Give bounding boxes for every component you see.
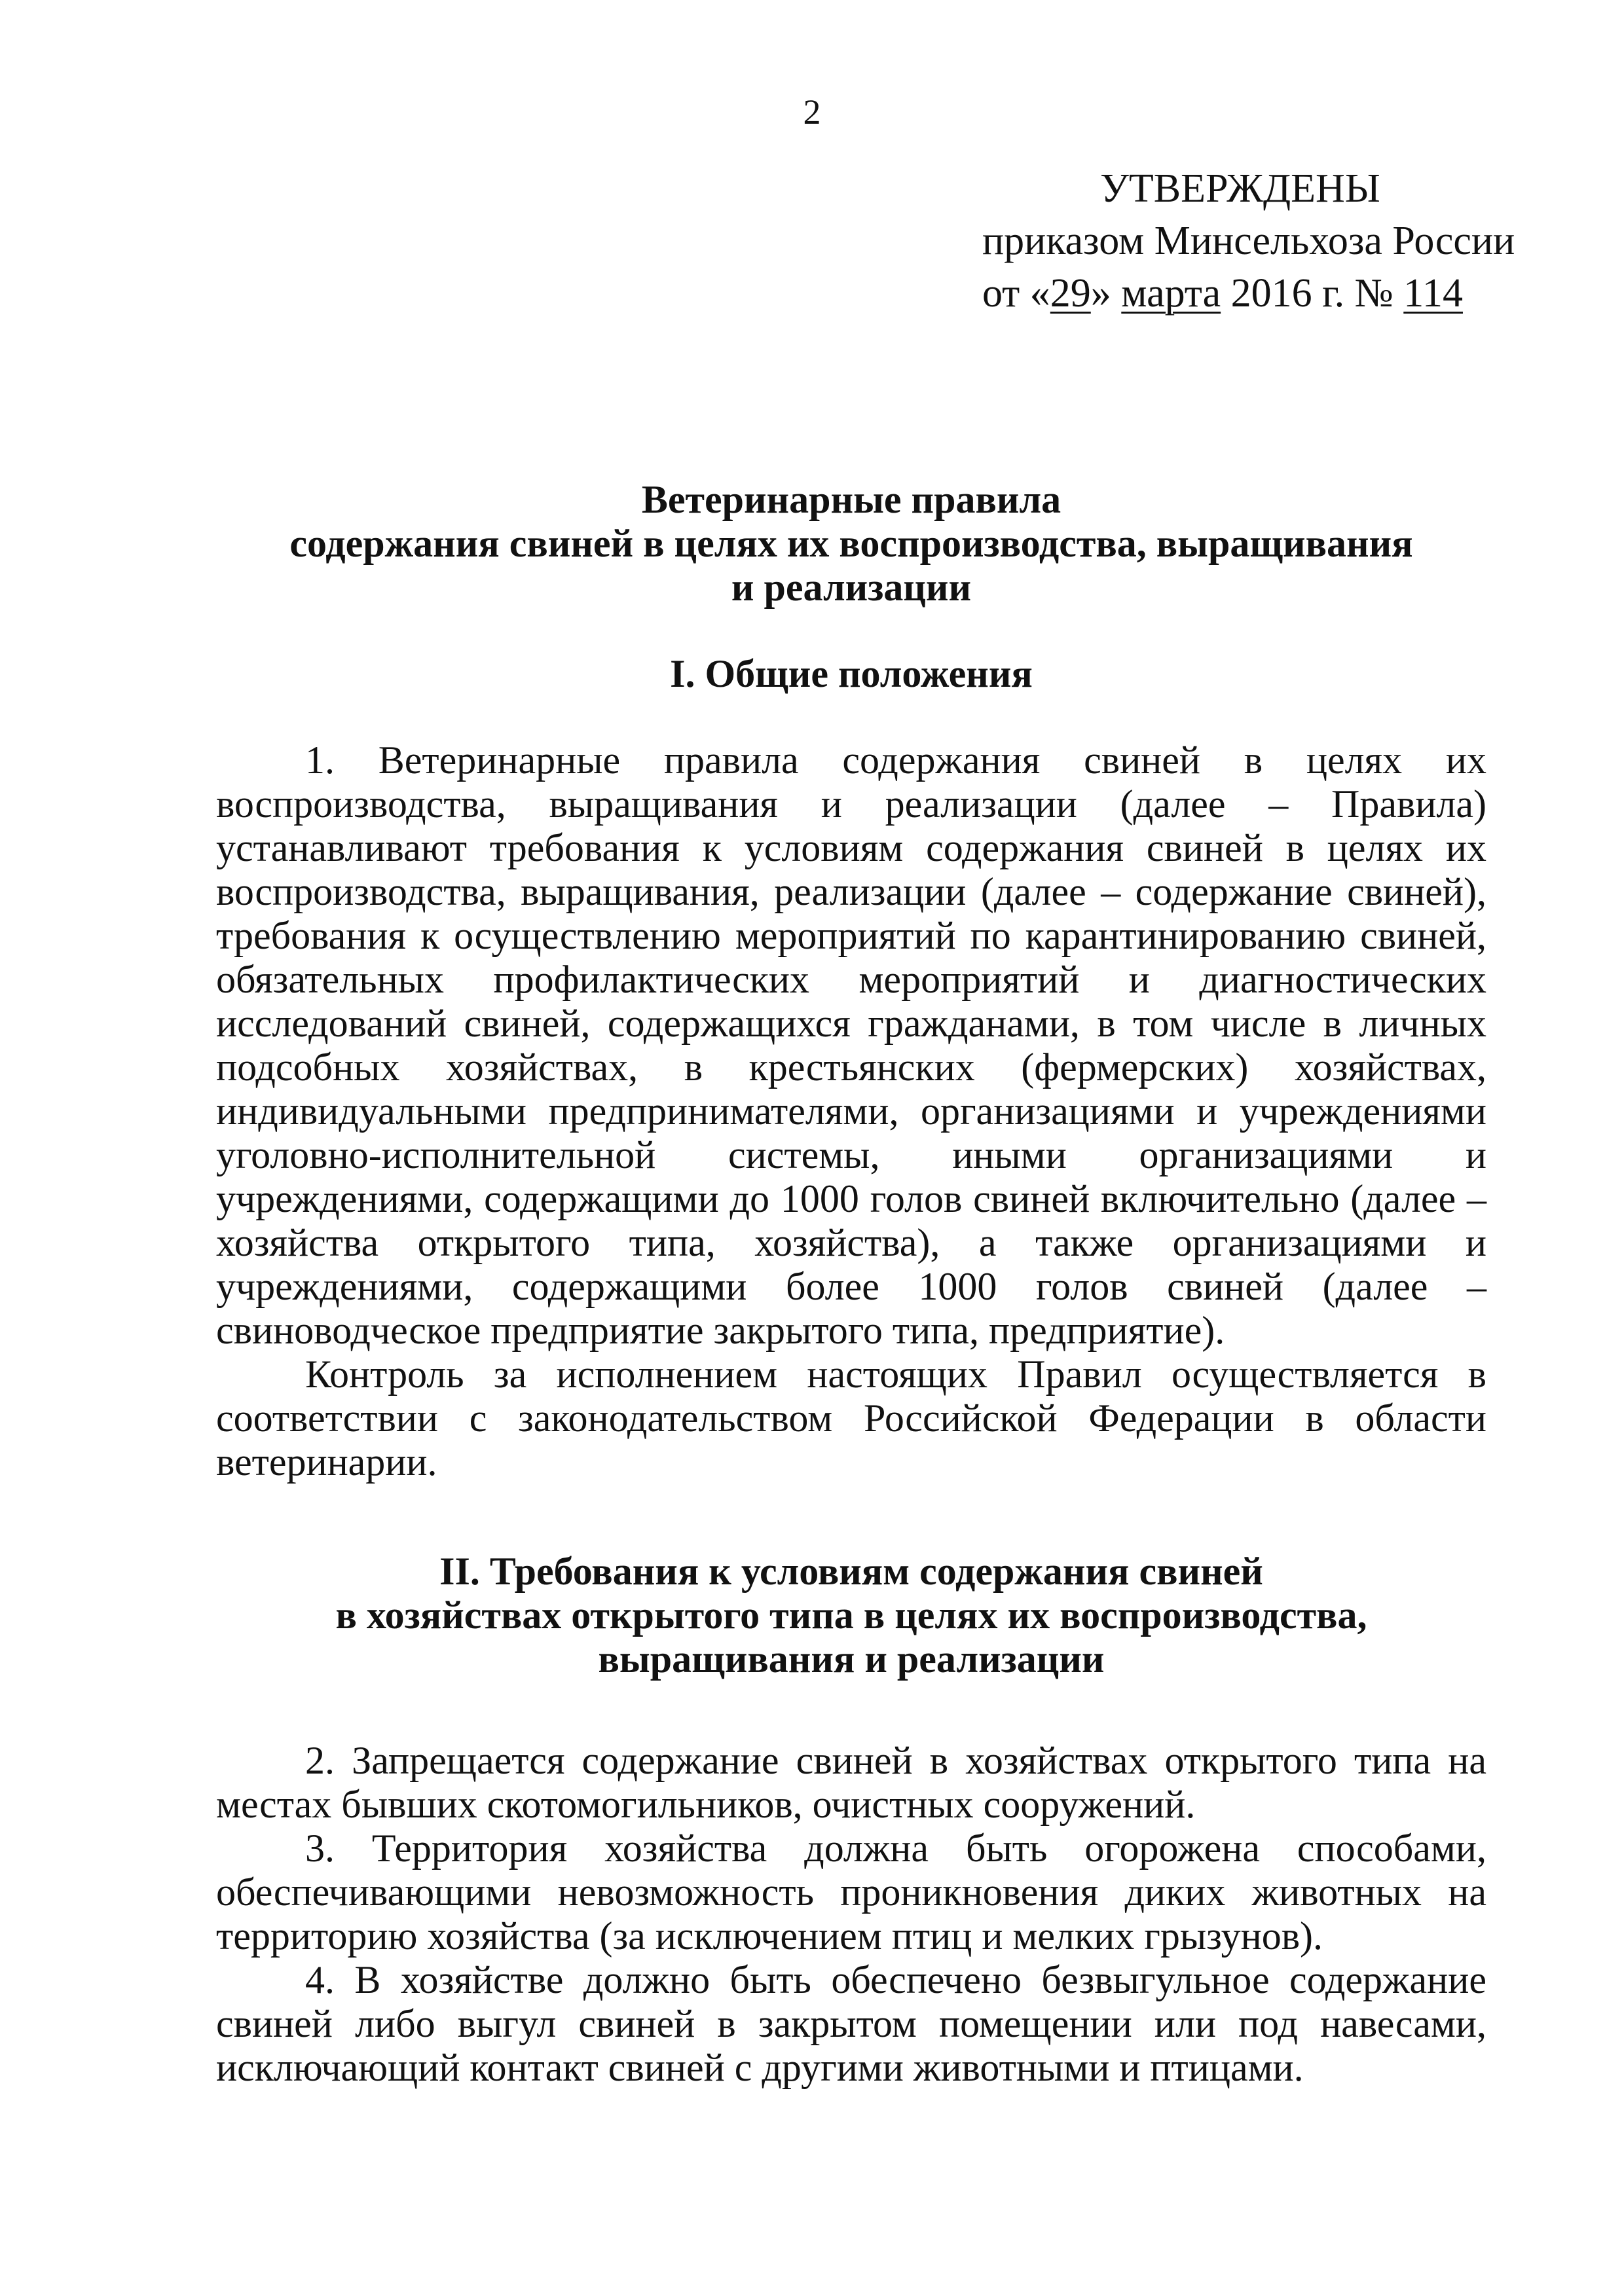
- approval-date-line: [982, 267, 1532, 319]
- date-year-number-prefix: 2016 г. №: [1221, 271, 1404, 316]
- section-2-heading: [216, 1550, 1486, 1681]
- title-line: Ветеринарные правила: [641, 478, 1061, 521]
- title-line: содержания свиней в целях их воспроизводства, выращивания: [289, 522, 1413, 565]
- section-2-heading-line: II. Требования к условиям содержания свиней: [439, 1550, 1263, 1593]
- title-line: и реализации: [731, 566, 972, 609]
- section-2-heading-line: выращивания и реализации: [598, 1637, 1105, 1681]
- date-separator: »: [1090, 271, 1122, 316]
- date-day: 29: [1050, 271, 1091, 316]
- approval-order-line: приказом Минсельхоза России: [982, 219, 1515, 263]
- section-1-heading: I. Общие положения: [670, 652, 1033, 695]
- document-body: [216, 478, 1486, 2090]
- paragraph-control: Контроль за исполнением настоящих Правил осуществляется в соответствии с законодательством Российской Федерации в области ветеринарии.: [216, 1353, 1486, 1484]
- paragraph-4: 4. В хозяйстве должно быть обеспечено безвыгульное содержание свиней либо выгул свиней в закрытом помещении или под навесами, исключающий контакт свиней с другими животными и птицами.: [216, 1958, 1486, 2089]
- date-month: марта: [1121, 271, 1221, 316]
- section-2-heading-line: в хозяйствах открытого типа в целях их воспроизводства,: [335, 1594, 1367, 1637]
- document-title: [216, 478, 1486, 610]
- paragraph-2: 2. Запрещается содержание свиней в хозяйствах открытого типа на местах бывших скотомогильников, очистных сооружений.: [216, 1739, 1486, 1826]
- order-number: 114: [1403, 271, 1463, 316]
- approval-title: УТВЕРЖДЕНЫ: [1100, 166, 1380, 211]
- paragraph-3: 3. Территория хозяйства должна быть огорожена способами, обеспечивающими невозможность проникновения диких животных на территорию хозяйства (за исключением птиц и мелких грызунов).: [216, 1827, 1486, 1958]
- page-number: 2: [803, 92, 821, 132]
- date-prefix: от «: [982, 271, 1050, 316]
- paragraph-1: 1. Ветеринарные правила содержания свиней в целях их воспроизводства, выращивания и реализации (далее – Правила) устанавливают требования к условиям содержания свиней в целях их воспроизводства, выращивания, реализации (далее – содержание свиней), требования к осуществлению мероприятий по карантинированию свиней, обязательных профилактических мероприятий и диагностических исследований свиней, содержащихся гражданами, в том числе в личных подсобных хозяйствах, в крестьянских (фермерских) хозяйствах, индивидуальными предпринимателями, организациями и учреждениями уголовно-исполнительной системы, иными организациями и учреждениями, содержащими до 1000 голов свиней включительно (далее – хозяйства открытого типа, хозяйства), а также организациями и учреждениями, содержащими более 1000 голов свиней (далее – свиноводческое предприятие закрытого типа, предприятие).: [216, 738, 1486, 1352]
- approval-block: [982, 162, 1532, 319]
